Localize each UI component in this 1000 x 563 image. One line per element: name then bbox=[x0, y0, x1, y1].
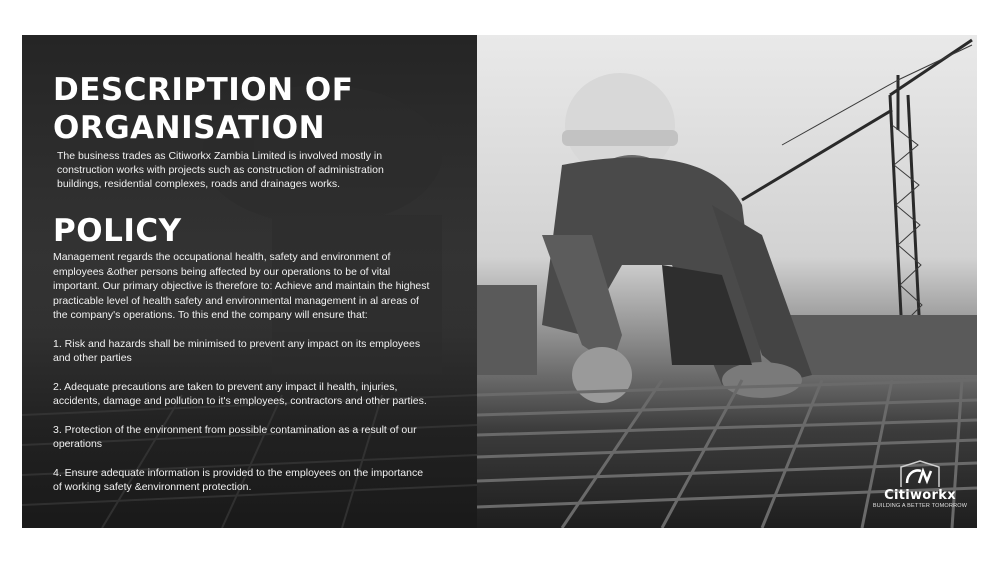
logo-tagline: BUILDING A BETTER TOMORROW bbox=[872, 503, 968, 509]
policy-item: 2. Adequate precautions are taken to prevent any impact il health, injuries, accidents, damage and pollution to it's employees, contractors and other parties. bbox=[53, 380, 427, 407]
description-text: The business trades as Citiworkx Zambia Limited is involved mostly in construction works with projects such as construction of administration buildings, residential complexes, roads and drainages works. bbox=[57, 150, 384, 190]
slide bbox=[22, 35, 977, 528]
policy-body bbox=[53, 250, 433, 509]
heading-policy: POLICY bbox=[53, 213, 182, 249]
heading-description: DESCRIPTION OF ORGANISATION bbox=[53, 72, 354, 146]
text-panel bbox=[22, 35, 477, 528]
policy-item: 3. Protection of the environment from possible contamination as a result of our operations bbox=[53, 423, 417, 450]
logo-name: Citiworkx bbox=[884, 488, 956, 503]
policy-item: 1. Risk and hazards shall be minimised to prevent any impact on its employees and other parties bbox=[53, 337, 421, 364]
company-logo bbox=[870, 459, 970, 519]
policy-intro: Management regards the occupational health, safety and environment of employees &other persons being affected by our operations to be of vital important. Our primary objective is therefore to: Achieve and maintain the highest practicable level of health safety and environmental management in al areas of the company's operations. To this end the company will ensure that: bbox=[53, 251, 430, 321]
policy-item: 4. Ensure adequate information is provided to the employees on the importance of working safety &environment protection. bbox=[53, 466, 424, 493]
logo-mark-icon bbox=[897, 459, 943, 489]
